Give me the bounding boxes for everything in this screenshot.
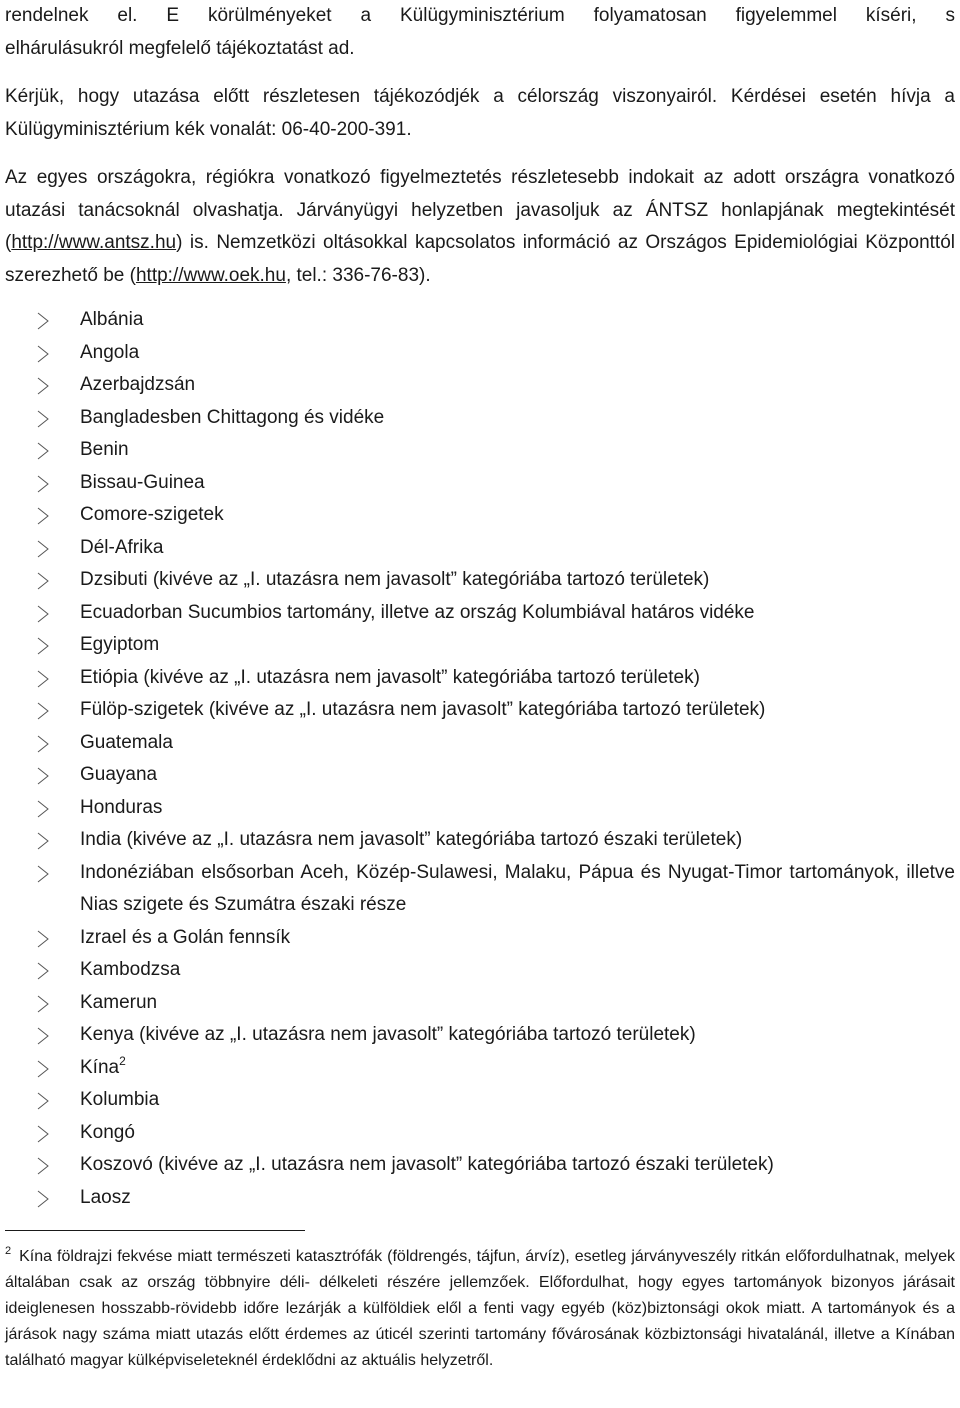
- oek-link[interactable]: http://www.oek.hu: [135, 264, 286, 286]
- country-name: India (kivéve az „I. utazásra nem javasolt” kategóriába tartozó északi területek): [80, 829, 743, 850]
- chevron-right-icon: [37, 540, 49, 558]
- list-item: [5, 532, 955, 565]
- chevron-right-icon: [37, 930, 49, 948]
- country-name: Laosz: [80, 1186, 131, 1208]
- country-name: Kamerun: [80, 991, 158, 1013]
- list-item: [5, 1149, 955, 1182]
- list-item: [5, 954, 955, 987]
- paragraph-3-text-c: , tel.: 336-76-83).: [285, 264, 431, 286]
- chevron-right-icon: [37, 865, 49, 883]
- list-item: [5, 597, 955, 630]
- country-name: Ecuadorban Sucumbios tartomány, illetve az ország Kolumbiával határos vidéke: [80, 601, 755, 623]
- country-list: [5, 304, 955, 1214]
- chevron-right-icon: [37, 507, 49, 525]
- country-name: Kolumbia: [80, 1089, 160, 1110]
- footnote-reference: 2: [119, 1053, 126, 1068]
- country-name: Angola: [80, 341, 140, 363]
- footnote-number: 2: [5, 1245, 12, 1257]
- chevron-right-icon: [37, 1157, 49, 1175]
- chevron-right-icon: [37, 475, 49, 493]
- chevron-right-icon: [37, 1190, 49, 1208]
- list-item: [5, 987, 955, 1020]
- country-name: Dél-Afrika: [80, 536, 164, 558]
- list-item: [5, 1052, 955, 1085]
- list-item: [5, 1182, 955, 1215]
- chevron-right-icon: [37, 442, 49, 460]
- country-name: Koszovó (kivéve az „I. utazásra nem javasolt” kategóriába tartozó északi területek): [80, 1154, 774, 1175]
- list-item: [5, 499, 955, 532]
- footnote: [5, 1244, 955, 1374]
- paragraph-2-line-2: Külügyminisztérium kék vonalát: 06-40-200-391.: [5, 118, 412, 140]
- country-name: Kenya (kivéve az „I. utazásra nem javasolt” kategóriába tartozó területek): [80, 1024, 696, 1045]
- chevron-right-icon: [37, 962, 49, 980]
- chevron-right-icon: [37, 345, 49, 363]
- country-name: Bangladesben Chittagong és vidéke: [80, 406, 385, 428]
- chevron-right-icon: [37, 377, 49, 395]
- paragraph-3-text-a: Az egyes országokra, régiókra vonatkozó figyelmeztetés részletesebb indokait az adott országra vonatkozó utazási tanácsoknál olvashatja. Járványügyi helyzetben javasoljuk az ÁNTSZ honlapjának megtekintését (: [5, 167, 955, 253]
- chevron-right-icon: [37, 670, 49, 688]
- chevron-right-icon: [37, 1027, 49, 1045]
- country-name: [80, 1052, 955, 1085]
- list-item: [5, 337, 955, 370]
- footnote-text: Kína földrajzi fekvése miatt természeti katasztrófák (földrengés, tájfun, árvíz), esetleg járványveszély ritkán előfordulhatnak, melyek általában csak az ország többnyire déli- délkeleti részére jellemzőek. Előfordulhat, hogy egyes tartományok bizonyos járásait ideiglenesen hosszabb-rövidebb időre lezárják a külföldiek elől a fenti vagy egyéb (köz)biztonsági okok miatt. A tartományok és a járások nagy száma miatt utazás előtt érdemes az úticél szerinti tartomány fővárosának közbiztonsági hivatalánál, illetve a Kínában található magyar külképviseleteknél érdeklődni az aktuális helyzetről.: [5, 1248, 955, 1369]
- chevron-right-icon: [37, 637, 49, 655]
- list-item: [5, 304, 955, 337]
- list-item: [5, 1019, 955, 1052]
- list-item: [5, 759, 955, 792]
- paragraph-1-line-1: rendelnek el. E körülményeket a Külügyminisztérium folyamatosan figyelemmel kíséri, s: [5, 5, 955, 26]
- chevron-right-icon: [37, 767, 49, 785]
- list-item: [5, 824, 955, 857]
- country-name: Azerbajdzsán: [80, 374, 196, 395]
- list-item: [5, 369, 955, 402]
- paragraph-1-line-2: elhárulásukról megfelelő tájékoztatást ad.: [5, 37, 355, 59]
- country-name: Dzsibuti (kivéve az „I. utazásra nem javasolt” kategóriába tartozó területek): [80, 569, 710, 590]
- document-page: [5, 0, 955, 1369]
- chevron-right-icon: [37, 702, 49, 720]
- list-item: [5, 662, 955, 695]
- chevron-right-icon: [37, 572, 49, 590]
- chevron-right-icon: [37, 995, 49, 1013]
- country-name: Izrael és a Golán fennsík: [80, 926, 291, 948]
- list-item: [5, 727, 955, 760]
- chevron-right-icon: [37, 410, 49, 428]
- paragraph-3-text-b: ) is. Nemzetközi oltásokkal kapcsolatos információ az Országos Epidemiológiai Központtól szerezhető be (: [5, 232, 955, 286]
- chevron-right-icon: [37, 832, 49, 850]
- country-name: Egyiptom: [80, 634, 160, 655]
- paragraph-2-line-1: Kérjük, hogy utazása előtt részletesen tájékozódjék a célország viszonyairól. Kérdései esetén hívja a: [5, 86, 955, 107]
- country-name: Fülöp-szigetek (kivéve az „I. utazásra nem javasolt” kategóriába tartozó területek): [80, 699, 766, 720]
- country-name: Guatemala: [80, 731, 173, 753]
- country-name: Honduras: [80, 796, 163, 818]
- chevron-right-icon: [37, 605, 49, 623]
- country-name: Kongó: [80, 1121, 135, 1143]
- country-name: Benin: [80, 439, 129, 460]
- list-item: [5, 1084, 955, 1117]
- list-item: [5, 434, 955, 467]
- chevron-right-icon: [37, 1092, 49, 1110]
- list-item: [5, 564, 955, 597]
- country-name: Guayana: [80, 764, 158, 785]
- footnote-separator: [5, 1230, 305, 1231]
- list-item: [5, 694, 955, 727]
- country-name: Indonéziában elsősorban Aceh, Közép-Sulawesi, Malaku, Pápua és Nyugat-Timor tartományok, illetve Nias szigete és Szumátra északi része: [80, 861, 955, 915]
- chevron-right-icon: [37, 1060, 49, 1078]
- list-item: [5, 1117, 955, 1150]
- country-name: Kambodzsa: [80, 959, 181, 980]
- list-item: [5, 792, 955, 825]
- antsz-link[interactable]: http://www.antsz.hu: [11, 232, 177, 253]
- list-item: [5, 402, 955, 435]
- country-name: Comore-szigetek: [80, 504, 224, 525]
- list-item: [5, 857, 955, 922]
- paragraph-3: [5, 162, 955, 292]
- chevron-right-icon: [37, 735, 49, 753]
- chevron-right-icon: [37, 1125, 49, 1143]
- list-item: [5, 922, 955, 955]
- country-name-text: Kína: [80, 1056, 120, 1078]
- list-item: [5, 467, 955, 500]
- chevron-right-icon: [37, 312, 49, 330]
- country-name: Albánia: [80, 309, 144, 330]
- country-name: Bissau-Guinea: [80, 471, 205, 493]
- list-item: [5, 629, 955, 662]
- country-name: Etiópia (kivéve az „I. utazásra nem javasolt” kategóriába tartozó területek): [80, 666, 700, 688]
- chevron-right-icon: [37, 800, 49, 818]
